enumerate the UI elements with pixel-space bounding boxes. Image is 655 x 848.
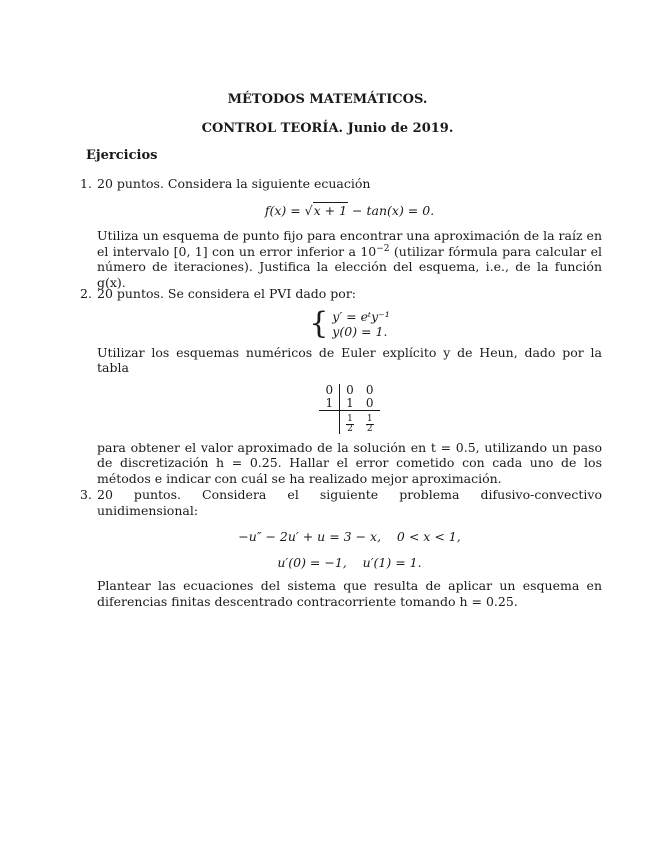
butcher-tableau	[97, 384, 602, 434]
tableau-cell: 1	[346, 395, 354, 410]
equation: f(x) = √x + 1 − tan(x) = 0.	[264, 202, 435, 218]
tableau-intro: Utilizar los esquemas numéricos de Euler explícito y de Heun, dado por la tabla	[97, 344, 602, 375]
tableau-cell: 0	[346, 382, 354, 397]
exercise-intro: 20 puntos. Considera el siguiente problema difusivo-convectivo unidimensional:	[97, 487, 602, 518]
equation-2: u′(0) = −1, u′(1) = 1.	[277, 554, 422, 570]
system-line-1: y′ = eᵗy⁻¹	[332, 308, 390, 324]
section-heading: Ejercicios	[86, 148, 158, 163]
equation-rhs: − tan(x) = 0.	[348, 202, 435, 218]
ivp-system	[97, 305, 602, 341]
tableau-cell: 1	[319, 397, 339, 411]
exercise-number: 3.	[80, 487, 92, 502]
paragraph-exponent: −2	[376, 243, 390, 254]
exercise-number: 2.	[80, 286, 92, 301]
tableau-weight: $\frac{1}{2}$	[360, 410, 380, 434]
tableau-weight: $\frac{1}{2}$	[340, 410, 360, 434]
paragraph-part-a: Utiliza un esquema de punto fijo para encontrar una aproximación de la raíz en el intervalo [0, 1] con un error inferior a 10	[97, 228, 602, 259]
exercise-number: 1.	[80, 176, 92, 191]
paragraph-part-b: (utilizar fórmula para calcular el número de iteraciones). Justifica la elección del esquema, i.e., de la función g(x).	[97, 243, 603, 290]
tableau-cell: 0	[319, 384, 339, 397]
tableau-cell: 0	[365, 382, 374, 397]
exercise-paragraph: Plantear las ecuaciones del sistema que resulta de aplicar un esquema en diferencias finitas descentrado contracorriente tomando h = 0.25.	[97, 578, 602, 609]
tableau-cell: 0	[365, 395, 374, 410]
equation-lhs: f(x) =	[264, 202, 305, 218]
exercise-paragraph	[97, 228, 602, 290]
exercise-paragraph: para obtener el valor aproximado de la solución en t = 0.5, utilizando un paso de discretización h = 0.25. Hallar el error cometido con cada uno de los métodos e indicar con cuál se ha realizado mejor aproximación.	[97, 439, 602, 486]
equation-1: −u″ − 2u′ + u = 3 − x, 0 < x < 1,	[238, 529, 461, 544]
exercise-3	[80, 487, 602, 609]
exercise-1	[80, 176, 602, 290]
document-title: MÉTODOS MATEMÁTICOS.	[227, 92, 428, 107]
system-line-2: y(0) = 1.	[332, 323, 388, 339]
exercise-intro: 20 puntos. Considera la siguiente ecuación	[97, 176, 371, 191]
tableau-cell-empty	[319, 410, 339, 434]
equation-sqrt-arg: x + 1	[313, 202, 348, 218]
document-subtitle: CONTROL TEORÍA. Junio de 2019.	[201, 121, 454, 136]
exercise-intro: 20 puntos. Se considera el PVI dado por:	[97, 286, 357, 301]
exercise-2	[80, 286, 602, 486]
system-brace: {	[309, 305, 329, 341]
